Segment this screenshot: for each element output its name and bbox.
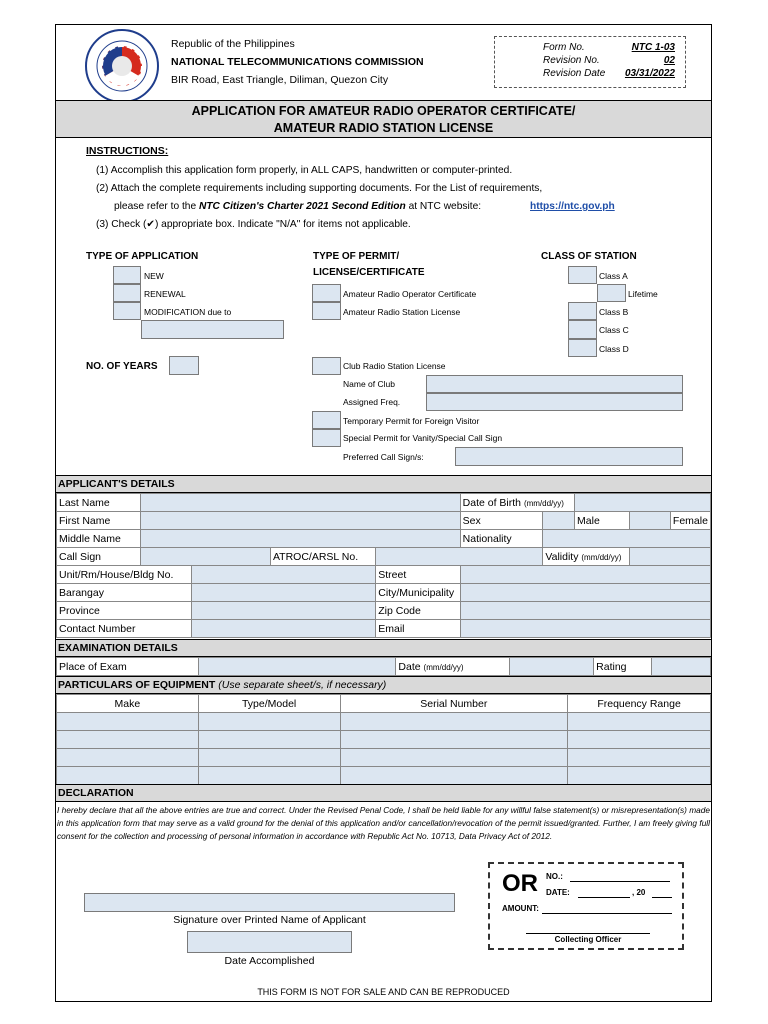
street-label: Street: [376, 566, 460, 584]
col-make: Make: [57, 695, 199, 713]
model-input[interactable]: [198, 767, 340, 785]
call-sign-input[interactable]: [141, 548, 271, 566]
class-c-checkbox[interactable]: [568, 320, 597, 339]
make-input[interactable]: [57, 731, 199, 749]
serial-input[interactable]: [340, 749, 568, 767]
validity-input[interactable]: [629, 548, 710, 566]
collecting-officer-label: Collecting Officer: [554, 935, 622, 944]
middle-name-label: Middle Name: [57, 530, 141, 548]
email-input[interactable]: [460, 620, 710, 638]
male-label: Male: [575, 512, 630, 530]
new-label: NEW: [144, 271, 164, 281]
no-of-years-label: NO. OF YEARS: [86, 361, 158, 372]
email-label: Email: [376, 620, 460, 638]
serial-input[interactable]: [340, 767, 568, 785]
zip-input[interactable]: [460, 602, 710, 620]
checkmark-icon: ✔: [146, 219, 155, 230]
club-license-label: Club Radio Station License: [343, 361, 446, 371]
assigned-freq-input[interactable]: [426, 393, 683, 411]
make-input[interactable]: [57, 713, 199, 731]
exam-date-text: Date: [398, 660, 421, 673]
make-input[interactable]: [57, 749, 199, 767]
serial-input[interactable]: [340, 731, 568, 749]
female-checkbox[interactable]: [629, 512, 670, 530]
frequency-input[interactable]: [568, 731, 711, 749]
sex-checkbox-blank[interactable]: [543, 512, 575, 530]
validity-text: Validity: [545, 550, 579, 563]
official-receipt-box: [488, 862, 684, 950]
lifetime-label: Lifetime: [628, 289, 658, 299]
instruction-3-post: ) appropriate box. Indicate "N/A" for items not applicable.: [154, 219, 411, 230]
col-frequency-range: Frequency Range: [568, 695, 711, 713]
revision-value: 02: [663, 55, 675, 66]
ntc-seal-icon: [84, 28, 160, 104]
permit-heading-1: TYPE OF PERMIT/: [313, 251, 400, 262]
class-b-label: Class B: [599, 307, 629, 317]
class-d-checkbox[interactable]: [568, 339, 597, 357]
equipment-table: [56, 694, 711, 785]
province-label: Province: [57, 602, 192, 620]
preferred-call-sign-input[interactable]: [455, 447, 683, 466]
unit-input[interactable]: [192, 566, 376, 584]
instruction-1: (1) Accomplish this application form properly, in ALL CAPS, handwritten or computer-printed.: [96, 165, 513, 176]
contact-input[interactable]: [192, 620, 376, 638]
station-license-checkbox[interactable]: [312, 302, 341, 320]
examination-table: [56, 657, 711, 676]
exam-date-format: (mm/dd/yy): [423, 662, 464, 672]
date-accomplished-input[interactable]: [187, 931, 352, 953]
renewal-checkbox[interactable]: [113, 284, 141, 302]
special-permit-label: Special Permit for Vanity/Special Call Sign: [343, 433, 503, 443]
class-d-label: Class D: [599, 344, 629, 354]
assigned-freq-label: Assigned Freq.: [343, 397, 401, 407]
permit-heading-2: LICENSE/CERTIFICATE: [313, 267, 425, 278]
dob-format: (mm/dd/yy): [523, 498, 564, 508]
call-sign-label: Call Sign: [57, 548, 141, 566]
or-date-line: [578, 897, 630, 898]
examination-details-section: EXAMINATION DETAILS: [56, 639, 711, 657]
collecting-officer-line: [526, 933, 650, 934]
atroc-input[interactable]: [376, 548, 543, 566]
or-label: OR: [502, 870, 538, 897]
serial-input[interactable]: [340, 713, 568, 731]
or-no-label: NO.:: [546, 872, 563, 881]
declaration-text: I hereby declare that all the above entries are true and correct. Under the Revised Penal Code, I shall be held liable for any willful false statement(s) or misrepresentation(s) made in this application form that may serve as a valid ground for the denial of this application and/or cancellation/revocation of the permit issued/granted. Further, I am freely giving full consent for the collection and processing of personal information in accordance with Republic Act No. 10713, Data Privacy Act of 2012.: [57, 805, 710, 841]
female-label: Female: [670, 512, 710, 530]
declaration-section: DECLARATION: [56, 784, 711, 802]
model-input[interactable]: [198, 749, 340, 767]
rating-input[interactable]: [652, 658, 711, 676]
equipment-section: [56, 676, 711, 694]
class-a-checkbox[interactable]: [568, 266, 597, 284]
or-year-label: , 20: [632, 888, 646, 897]
frequency-input[interactable]: [568, 767, 711, 785]
applicant-details-table: [56, 493, 711, 638]
city-label: City/Municipality: [376, 584, 460, 602]
republic-text: Republic of the Philippines: [171, 38, 295, 50]
form-info-box: [494, 36, 686, 88]
frequency-input[interactable]: [568, 713, 711, 731]
table-row: [57, 731, 711, 749]
nationality-input[interactable]: [543, 530, 711, 548]
barangay-input[interactable]: [192, 584, 376, 602]
place-of-exam-label: Place of Exam: [57, 658, 199, 676]
model-input[interactable]: [198, 731, 340, 749]
instruction-2-pre: please refer to the: [114, 201, 197, 212]
province-input[interactable]: [192, 602, 376, 620]
ntc-website-link[interactable]: https://ntc.gov.ph: [530, 201, 615, 212]
revision-date-value: 03/31/2022: [624, 68, 675, 79]
contact-label: Contact Number: [57, 620, 192, 638]
revision-date-label: Revision Date: [543, 68, 606, 79]
temp-permit-checkbox[interactable]: [312, 411, 341, 429]
name-of-club-label: Name of Club: [343, 379, 395, 389]
signature-input[interactable]: [84, 893, 455, 912]
col-serial-number: Serial Number: [340, 695, 568, 713]
special-permit-checkbox[interactable]: [312, 429, 341, 447]
agency-address: BIR Road, East Triangle, Diliman, Quezon City: [171, 74, 389, 86]
dob-input[interactable]: [575, 494, 711, 512]
table-row: [57, 713, 711, 731]
citizens-charter-ref: NTC Citizen's Charter 2021 Second Edition: [198, 201, 406, 212]
col-type-model: Type/Model: [198, 695, 340, 713]
equipment-section-title: PARTICULARS OF EQUIPMENT: [58, 679, 216, 691]
class-a-label: Class A: [599, 271, 628, 281]
title-line-2: AMATEUR RADIO STATION LICENSE: [273, 121, 494, 135]
last-name-label: Last Name: [57, 494, 141, 512]
street-input[interactable]: [460, 566, 710, 584]
temp-permit-label: Temporary Permit for Foreign Visitor: [343, 416, 480, 426]
operator-cert-checkbox[interactable]: [312, 284, 341, 302]
frequency-input[interactable]: [568, 749, 711, 767]
revision-label: Revision No.: [543, 55, 600, 66]
zip-label: Zip Code: [376, 602, 460, 620]
rating-label: Rating: [594, 658, 652, 676]
name-of-club-input[interactable]: [426, 375, 683, 393]
agency-name: NATIONAL TELECOMMUNICATIONS COMMISSION: [171, 56, 424, 68]
class-b-checkbox[interactable]: [568, 302, 597, 320]
barangay-label: Barangay: [57, 584, 192, 602]
nationality-label: Nationality: [460, 530, 543, 548]
table-row: [57, 749, 711, 767]
middle-name-input[interactable]: [141, 530, 460, 548]
table-row: [57, 767, 711, 785]
sex-label: Sex: [460, 512, 543, 530]
no-of-years-input[interactable]: [169, 356, 199, 375]
type-of-application-heading: TYPE OF APPLICATION: [86, 251, 199, 262]
title-line-1: APPLICATION FOR AMATEUR RADIO OPERATOR CERTIFICATE/: [191, 104, 576, 118]
unit-label: Unit/Rm/House/Bldg No.: [57, 566, 192, 584]
signature-label: Signature over Printed Name of Applicant: [173, 914, 366, 926]
make-input[interactable]: [57, 767, 199, 785]
modification-label: MODIFICATION due to: [144, 307, 232, 317]
last-name-input[interactable]: [141, 494, 460, 512]
instruction-3-pre: (3) Check (: [96, 219, 147, 230]
first-name-input[interactable]: [141, 512, 460, 530]
form-no-label: Form No.: [543, 42, 585, 53]
class-c-label: Class C: [599, 325, 629, 335]
validity-format: (mm/dd/yy): [581, 552, 622, 562]
form-title: [56, 100, 711, 138]
instruction-2: (2) Attach the complete requirements including supporting documents. For the List of requirements,: [96, 183, 543, 194]
atroc-label: ATROC/ARSL No.: [270, 548, 375, 566]
first-name-label: First Name: [57, 512, 141, 530]
dob-label: [460, 494, 574, 512]
class-of-station-heading: CLASS OF STATION: [541, 251, 637, 262]
or-date-label: DATE:: [546, 888, 570, 897]
station-license-label: Amateur Radio Station License: [343, 307, 461, 317]
instruction-2-post: at NTC website:: [408, 201, 482, 212]
model-input[interactable]: [198, 713, 340, 731]
or-amount-label: AMOUNT:: [502, 904, 539, 913]
form-no-value: NTC 1-03: [631, 42, 675, 53]
modification-reason-input[interactable]: [141, 320, 284, 339]
footer-note: THIS FORM IS NOT FOR SALE AND CAN BE REPRODUCED: [257, 987, 510, 997]
dob-text: Date of Birth: [462, 496, 522, 509]
club-license-checkbox[interactable]: [312, 357, 341, 375]
preferred-call-sign-label: Preferred Call Sign/s:: [343, 452, 424, 462]
equipment-note: (Use separate sheet/s, if necessary): [218, 679, 387, 691]
renewal-label: RENEWAL: [144, 289, 186, 299]
instruction-3: [96, 219, 411, 230]
place-of-exam-input[interactable]: [198, 658, 396, 676]
or-year-line: [652, 897, 672, 898]
city-input[interactable]: [460, 584, 710, 602]
exam-date-input[interactable]: [510, 658, 594, 676]
lifetime-checkbox[interactable]: [597, 284, 626, 302]
new-checkbox[interactable]: [113, 266, 141, 284]
or-no-line: [570, 881, 670, 882]
date-accomplished-label: Date Accomplished: [224, 955, 315, 967]
modification-checkbox[interactable]: [113, 302, 141, 320]
instructions-heading: INSTRUCTIONS:: [86, 145, 169, 157]
operator-cert-label: Amateur Radio Operator Certificate: [343, 289, 477, 299]
exam-date-label: [396, 658, 510, 676]
applicant-details-section: APPLICANT'S DETAILS: [56, 475, 711, 493]
or-amount-line: [542, 913, 672, 914]
validity-label: [543, 548, 630, 566]
instruction-2-cont: [114, 201, 481, 212]
